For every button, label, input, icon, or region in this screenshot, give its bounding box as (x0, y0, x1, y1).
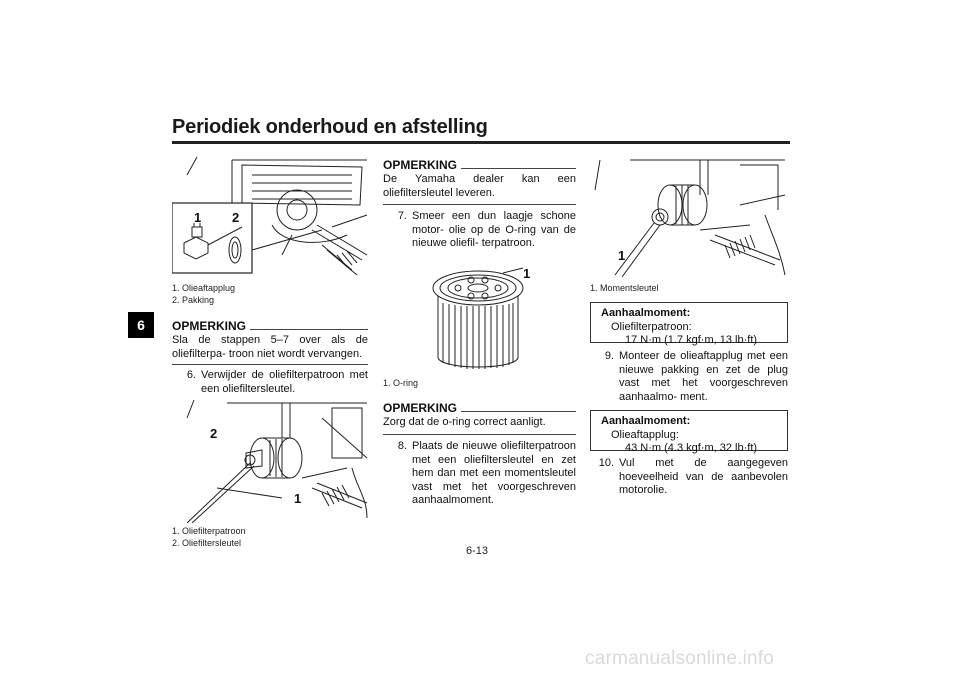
figure1-callout-1: 1 (194, 210, 202, 225)
step-10: 10. Vul met de aangegeven hoeveelheid van de aanbevolen motorolie. (598, 457, 788, 496)
note-text: Sla de stappen 5–7 over als de oliefilterpa- troon niet wordt vervangen. (172, 334, 368, 360)
torque-spec-box (590, 410, 788, 454)
figure2-caption (172, 525, 246, 549)
note-heading: OPMERKING (383, 401, 576, 415)
torque-item: Olieaftapplug: (611, 428, 679, 441)
note-heading: OPMERKING (383, 158, 576, 172)
note-text: Zorg dat de o-ring correct aanligt. (383, 416, 546, 428)
page-number: 6-13 (466, 545, 489, 557)
step-6: 6. Verwijder de oliefilterpatroon met een oliefiltersleutel. (186, 369, 368, 395)
note-end-rule (383, 434, 576, 435)
step-7: 7. Smeer een dun laagje schone motor- olie op de O-ring van de nieuwe oliefil- terpatroon. (397, 210, 576, 249)
oil-filter-cartridge-illustration (383, 258, 576, 373)
torque-label: Aanhaalmoment: (601, 307, 691, 319)
figure3-caption (383, 377, 418, 389)
caption-line: 2. Oliefiltersleutel (172, 538, 242, 548)
figure4-caption (590, 282, 659, 294)
figure4-callout-1: 1 (618, 248, 626, 263)
caption-line: 2. Pakking (172, 295, 215, 305)
title-rule (172, 141, 790, 144)
torque-label: Aanhaalmoment: (601, 415, 691, 427)
caption-line: 1. Olieaftapplug (172, 283, 236, 293)
figure1-callout-2: 2 (232, 210, 240, 225)
caption-line: 1. Oliefilterpatroon (172, 526, 246, 536)
step-9: 9. Monteer de olieaftapplug met een nieuwe pakking en zet de plug vast met het voorgeschreven aanhaalmo- ment. (604, 350, 788, 403)
figure1-caption (172, 282, 235, 306)
caption-line: 1. O-ring (383, 378, 419, 388)
torque-wrench-illustration (590, 155, 788, 278)
page-title: Periodiek onderhoud en afstelling (172, 116, 488, 138)
drain-plug-illustration (172, 155, 370, 280)
note-end-rule (172, 364, 368, 365)
torque-item: Oliefilterpatroon: (611, 320, 692, 333)
figure3-callout-1: 1 (523, 266, 531, 281)
torque-value: 17 N·m (1.7 kgf·m, 13 lb·ft) (625, 334, 758, 346)
caption-line: 1. Momentsleutel (590, 283, 659, 293)
note-text: De Yamaha dealer kan een oliefiltersleutel leveren. (383, 173, 576, 199)
oil-filter-removal-illustration (172, 398, 370, 523)
torque-value: 43 N·m (4.3 kgf·m, 32 lb·ft) (625, 442, 758, 454)
note-end-rule (383, 204, 576, 205)
torque-spec-box (590, 302, 788, 346)
note-heading: OPMERKING (172, 319, 368, 333)
figure2-callout-1: 1 (294, 491, 302, 506)
watermark: carmanualsonline.info (585, 648, 775, 669)
step-8: 8. Plaats de nieuwe oliefilterpatroon met een oliefiltersleutel en zet hem dan met een momentsleutel vast met het voorgeschreven aanhaalmoment. (397, 440, 576, 506)
figure2-callout-2: 2 (210, 426, 218, 441)
chapter-tab: 6 (128, 312, 154, 338)
